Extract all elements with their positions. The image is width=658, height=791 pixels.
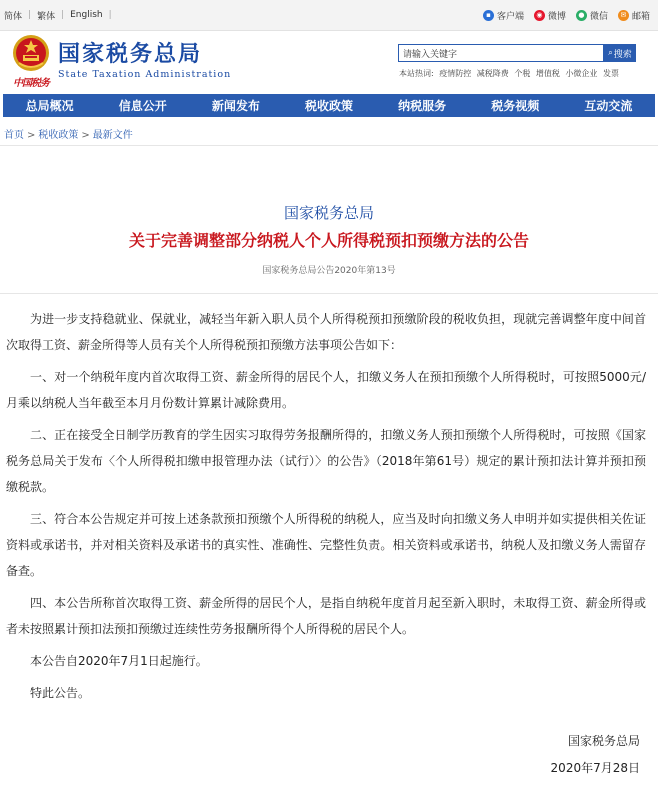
nav-item-policy[interactable]: 税收政策 [304,99,353,113]
nav-item-video[interactable]: 税务视频 [491,99,540,113]
search-icon: ⌕ [608,48,613,57]
social-link-mail[interactable] [618,9,650,22]
lang-separator: | [28,10,32,20]
article-title: 关于完善调整部分纳税人个人所得税预扣预缴方法的公告 [128,231,529,250]
article-body [6,306,646,712]
mail-icon: ✉ [618,10,629,21]
china-tax-calligraphy-logo: 中国税务 [13,78,49,89]
hot-words-label: 本站热词: [399,69,434,78]
nav-item-overview[interactable]: 总局概况 [25,99,74,113]
hot-word-link[interactable]: 疫情防控 [439,69,472,78]
nav-item-service[interactable]: 纳税服务 [398,99,447,113]
article-paragraph: 四、本公告所称首次取得工资、薪金所得的居民个人，是指自纳税年度首月起至新入职时，未取得工资、薪金所得或者未按照累计预扣法预扣预缴过连续性劳务报酬所得个人所得税的居民个人。 [6,596,646,636]
search-button-label: 搜索 [613,48,632,59]
divider [0,293,658,294]
signature-date: 2020年7月28日 [550,761,640,775]
article-doc-number: 国家税务总局公告2020年第13号 [262,266,396,276]
divider [0,145,658,146]
social-link-app[interactable] [483,9,524,22]
article-org: 国家税务总局 [283,204,374,222]
search-input[interactable] [398,44,604,62]
social-link-wechat[interactable] [576,9,608,22]
language-switch [4,9,118,22]
top-utility-bar [0,0,658,31]
breadcrumb-separator: > [27,130,36,141]
nav-item-info[interactable]: 信息公开 [118,99,167,113]
lang-separator: | [61,10,65,20]
hot-word-link[interactable]: 个税 [514,69,531,78]
article-paragraph: 本公告自2020年7月1日起施行。 [30,654,208,668]
article-paragraph: 一、对一个纳税年度内首次取得工资、薪金所得的居民个人，扣缴义务人在预扣预缴个人所得税时，可按照5000元/月乘以纳税人当年截至本月月份数计算累计减除费用。 [6,370,646,410]
mobile-app-icon: ▪ [483,10,494,21]
breadcrumb-home[interactable]: 首页 [4,130,24,141]
breadcrumb-policy[interactable]: 税收政策 [38,130,79,141]
weibo-icon: ◉ [534,10,545,21]
wechat-icon: ● [576,10,587,21]
hot-word-link[interactable]: 发票 [602,69,619,78]
hot-word-link[interactable]: 减税降费 [476,69,509,78]
article-paragraph: 为进一步支持稳就业、保就业，减轻当年新入职人员个人所得税预扣预缴阶段的税收负担，现就完善调整年度中间首次取得工资、薪金所得等人员有关个人所得税预扣预缴方法事项公告如下： [6,312,646,352]
hot-word-link[interactable]: 小微企业 [565,69,598,78]
signature-org: 国家税务总局 [567,734,640,748]
lang-separator: | [108,10,112,20]
lang-traditional-link[interactable]: 繁体 [37,11,56,22]
hot-words [399,68,622,79]
social-link-weibo[interactable] [534,9,566,22]
breadcrumb-separator: > [81,130,90,141]
breadcrumb [4,126,133,141]
social-links [483,9,650,22]
main-nav [3,94,655,117]
breadcrumb-latest[interactable]: 最新文件 [92,130,133,141]
article-paragraph: 特此公告。 [30,686,91,700]
lang-english-link[interactable]: English [70,10,103,20]
nav-item-interaction[interactable]: 互动交流 [584,99,633,113]
article-paragraph: 三、符合本公告规定并可按上述条款预扣预缴个人所得税的纳税人，应当及时向扣缴义务人申明并如实提供相关佐证资料或承诺书，并对相关资料及承诺书的真实性、准确性、完整性负责。相关资料或承诺书，纳税人及扣缴义务人需留存备查。 [6,512,646,578]
hot-word-link[interactable]: 增值税 [535,69,560,78]
social-label: 客户端 [496,11,524,22]
nav-item-news[interactable]: 新闻发布 [211,99,260,113]
social-label: 微信 [589,11,608,22]
site-title[interactable]: 国家税务总局 [58,42,203,67]
social-label: 邮箱 [631,11,650,22]
site-header [0,31,658,87]
social-label: 微博 [547,11,566,22]
lang-simplified-link[interactable]: 简体 [4,11,23,22]
article-paragraph: 二、正在接受全日制学历教育的学生因实习取得劳务报酬所得的，扣缴义务人预扣预缴个人所得税时，可按照《国家税务总局关于发布〈个人所得税扣缴申报管理办法（试行）〉的公告》（2018年第61号）规定的累计预扣法计算并预扣预缴税款。 [6,428,646,494]
site-title-english: State Taxation Administration [58,69,232,80]
national-emblem-icon[interactable] [11,33,51,73]
search-button[interactable] [604,44,636,62]
